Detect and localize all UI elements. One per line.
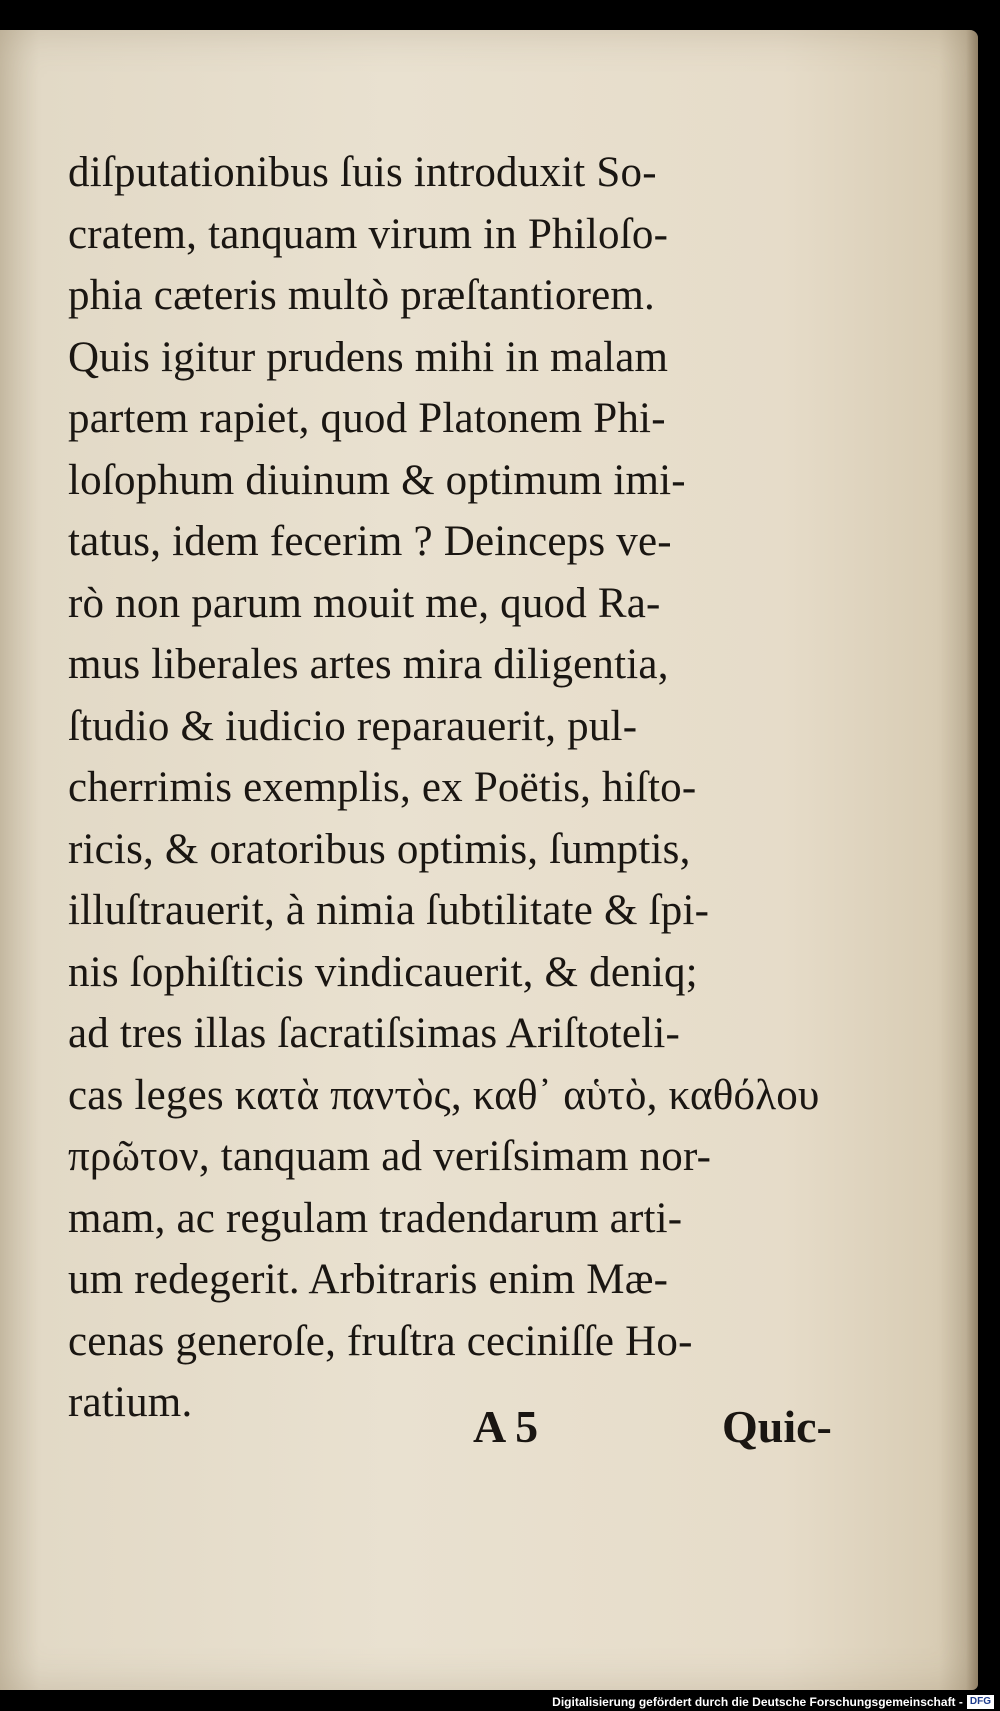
- credit-text: Digitalisierung gefördert durch die Deutsche Forschungsgemeinschaft -: [552, 1695, 963, 1709]
- text-line: loſophum diuinum & optimum imi-: [68, 456, 686, 504]
- body-text: [68, 142, 868, 1434]
- text-line: Quis igitur prudens mihi in malam: [68, 333, 669, 381]
- catchword: Quic-: [722, 1401, 832, 1452]
- text-line: phia cæteris multò præſtantiorem.: [68, 272, 655, 319]
- text-line: partem rapiet, quod Platonem Phi-: [68, 395, 666, 442]
- text-line: ratium.: [68, 1379, 193, 1426]
- text-line: nis ſophiſticis vindicauerit, & deniq;: [68, 948, 698, 996]
- text-line-greek: cas leges κατὰ παντὸς, καθ᾽ αὑτὸ, καθόλου: [68, 1071, 820, 1119]
- text-line: cenas generoſe, fruſtra ceciniſſe Ho-: [68, 1317, 693, 1365]
- text-line: cratem, tanquam virum in Philoſo-: [68, 210, 669, 258]
- text-line: ad tres illas ſacratiſsimas Ariſtoteli-: [68, 1010, 681, 1057]
- dfg-logo: DFG: [967, 1695, 994, 1709]
- text-line: mus liberales artes mira diligentia,: [68, 641, 669, 688]
- text-line: ricis, & oratoribus optimis, ſumptis,: [68, 825, 691, 873]
- text-line: πρῶτον, tanquam ad veriſsimam nor-: [68, 1133, 712, 1180]
- signature-mark: A 5: [473, 1401, 539, 1452]
- text-line: tatus, idem fecerim ? Deinceps ve-: [68, 518, 672, 565]
- page-footer: [0, 1400, 978, 1470]
- book-page: [0, 30, 978, 1690]
- text-line: cherrimis exemplis, ex Poëtis, hiſto-: [68, 764, 697, 811]
- text-line: ſtudio & iudicio reparauerit, pul-: [68, 702, 638, 750]
- digitization-credit: [552, 1695, 994, 1709]
- text-line: illuſtrauerit, à nimia ſubtilitate & ſpi-: [68, 887, 710, 934]
- text-line: mam, ac regulam tradendarum arti-: [68, 1194, 683, 1242]
- text-line: um redegerit. Arbitraris enim Mæ-: [68, 1256, 669, 1303]
- text-line: diſputationibus ſuis introduxit So-: [68, 149, 657, 196]
- text-line: rò non parum mouit me, quod Ra-: [68, 579, 661, 627]
